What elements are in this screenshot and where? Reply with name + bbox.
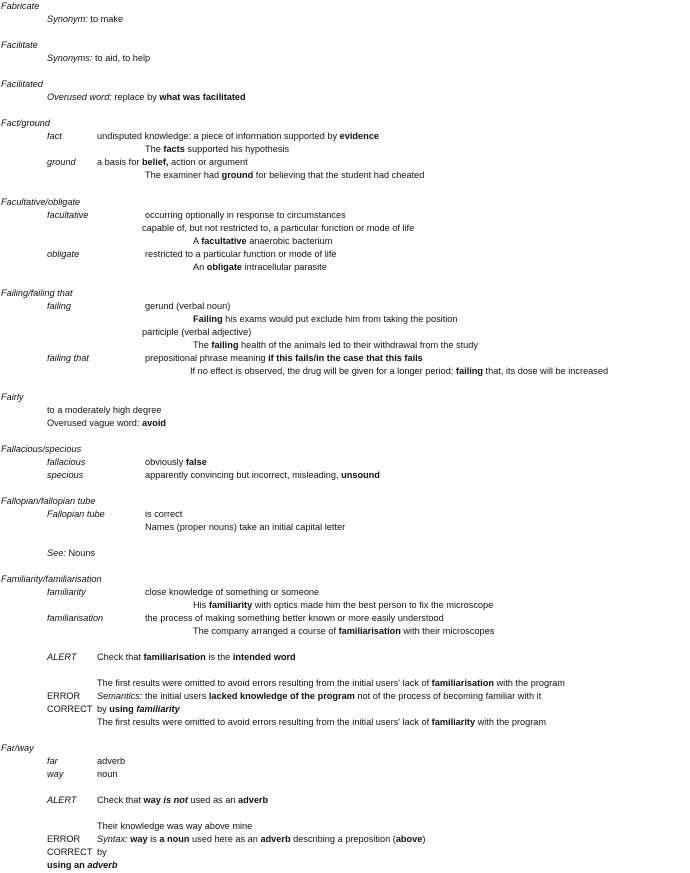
term: facultative: [47, 210, 89, 220]
entry-heading: Familiarity/familiarisation: [1, 574, 102, 584]
example: If no effect is observed, the drug will be given for a longer period; failing that, its dose will be increased: [190, 366, 609, 376]
definition: close knowledge of something or someone: [145, 587, 320, 597]
definition: apparently convincing but incorrect, misleading, unsound: [145, 470, 380, 480]
definition: to a moderately high degree: [47, 405, 162, 415]
term: way: [47, 769, 64, 779]
term: fallacious: [47, 457, 86, 467]
error-text: Syntax: way is a noun used here as an adverb describing a preposition (above): [97, 834, 426, 844]
entry-heading: Facilitate: [1, 40, 38, 50]
alert-label: ALERT: [47, 795, 77, 805]
synonym-line: Synonyms: to aid, to help: [47, 53, 151, 63]
correct-text: using an adverb: [47, 860, 118, 870]
definition: Names (proper nouns) take an initial capital letter: [145, 522, 346, 532]
correct-text: by: [97, 847, 107, 857]
synonym-line: Synonym: to make: [47, 14, 124, 24]
example: The first results were omitted to avoid errors resulting from the initial users' lack of familiarisation with the program: [97, 678, 565, 688]
entry-heading: Fact/ground: [1, 118, 51, 128]
definition: participle (verbal adjective): [142, 327, 252, 337]
error-label: ERROR: [47, 834, 81, 844]
term: familiarity: [47, 587, 86, 597]
definition: prepositional phrase meaning if this fails/in the case that this fails: [145, 353, 423, 363]
entry-heading: Failing/failing that: [1, 288, 73, 298]
correct-label: CORRECT: [47, 704, 93, 714]
definition: noun: [97, 769, 118, 779]
definition: a basis for belief, action or argument: [97, 157, 248, 167]
term: specious: [47, 470, 84, 480]
example: Failing his exams would put exclude him from taking the position: [193, 314, 458, 324]
example: The failing health of the animals led to their withdrawal from the study: [193, 340, 478, 350]
definition: obviously false: [145, 457, 207, 467]
example: The first results were omitted to avoid errors resulting from the initial users' lack of familiarity with the program: [97, 717, 547, 727]
definition: capable of, but not restricted to, a particular function or mode of life: [142, 223, 415, 233]
example: His familiarity with optics made him the best person to fix the microscope: [193, 600, 494, 610]
definition: the process of making something better known or more easily understood: [145, 613, 444, 623]
entry-heading: Facilitated: [1, 79, 43, 89]
definition: occurring optionally in response to circumstances: [145, 210, 346, 220]
example: The facts supported his hypothesis: [145, 144, 290, 154]
term: failing that: [47, 353, 89, 363]
alert-text: Check that way is not used as an adverb: [97, 795, 269, 805]
example: The examiner had ground for believing that the student had cheated: [145, 170, 425, 180]
overused-line: Overused vague word: avoid: [47, 418, 166, 428]
overused-line: Overused word: replace by what was facilitated: [47, 92, 246, 102]
definition: adverb: [97, 756, 126, 766]
example: A facultative anaerobic bacterium: [193, 236, 333, 246]
definition: undisputed knowledge: a piece of information supported by evidence: [97, 131, 379, 141]
alert-label: ALERT: [47, 652, 77, 662]
entry-heading: Fabricate: [1, 1, 40, 11]
term: ground: [47, 157, 76, 167]
see-also: See: Nouns: [47, 548, 96, 558]
term: familiarisation: [47, 613, 104, 623]
correct-text: by using familiarity: [97, 704, 180, 714]
definition: is correct: [145, 509, 183, 519]
term: Fallopian tube: [47, 509, 105, 519]
example: An obligate intracellular parasite: [193, 262, 327, 272]
entry-heading: Facultative/obligate: [1, 197, 81, 207]
definition: restricted to a particular function or mode of life: [145, 249, 337, 259]
entry-heading: Fallacious/specious: [1, 444, 82, 454]
example: The company arranged a course of familiarisation with their microscopes: [193, 626, 495, 636]
correct-label: CORRECT: [47, 847, 93, 857]
error-text: Semantics: the initial users lacked knowledge of the program not of the process of becoming familiar with it: [97, 691, 542, 701]
entry-heading: Fairly: [1, 392, 24, 402]
entry-heading: Fallopian/fallopian tube: [1, 496, 96, 506]
term: fact: [47, 131, 62, 141]
term: obligate: [47, 249, 80, 259]
definition: gerund (verbal noun): [145, 301, 231, 311]
entry-heading: Far/way: [1, 743, 34, 753]
alert-text: Check that familiarisation is the intended word: [97, 652, 296, 662]
term: far: [47, 756, 58, 766]
term: failing: [47, 301, 72, 311]
example: Their knowledge was way above mine: [97, 821, 253, 831]
error-label: ERROR: [47, 691, 81, 701]
